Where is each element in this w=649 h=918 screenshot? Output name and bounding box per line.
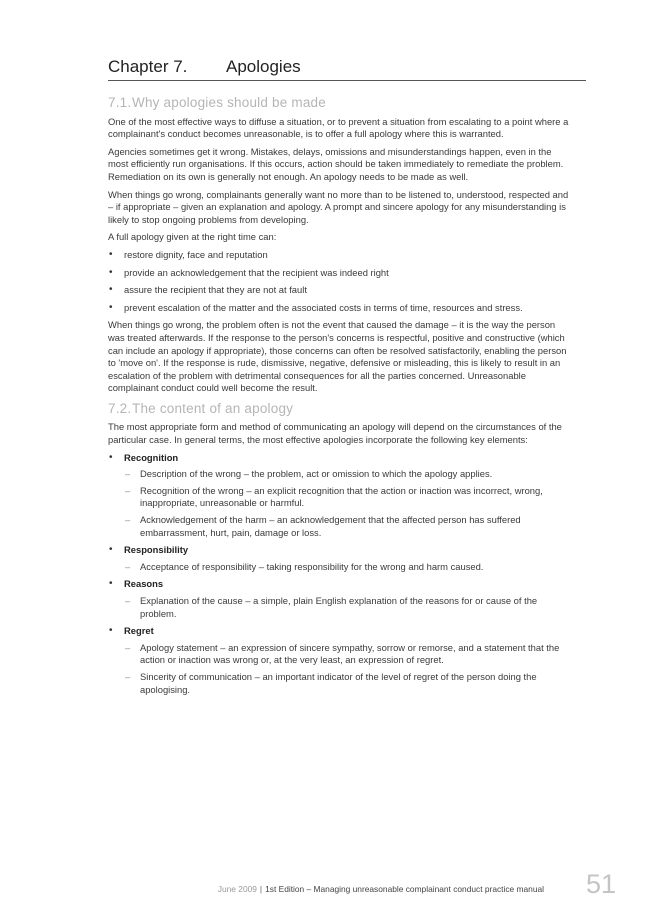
chapter-title: Apologies [226,57,301,76]
key-element-label: Reasons [124,578,164,590]
list-item: • prevent escalation of the matter and the associated costs in terms of time, resources and stress. [108,302,572,315]
footer-edition: 1st Edition [265,884,305,894]
key-element-label: Recognition [124,451,179,463]
chapter-heading [108,57,586,81]
sub-item: – Explanation of the cause – a simple, plain English explanation of the reasons for or cause of the problem. [124,595,572,620]
sub-item: – Description of the wrong – the problem, act or omission to which the apology applies. [124,468,572,481]
sub-list [124,642,572,696]
list-item: • assure the recipient that they are not at fault [108,284,572,297]
page-number: 51 [586,869,617,899]
section-number: 7.2. [108,400,132,416]
page-content [108,97,572,701]
paragraph: When things go wrong, complainants generally want no more than to be listened to, understood, respected and – if appropriate – given an explanation and apology. A prompt and sincere apology for any misunderstanding is likely to stop ongoing problems from developing. [108,188,569,225]
footer-date: June 2009 [217,884,257,894]
paragraph: One of the most effective ways to diffuse a situation, or to prevent a situation from escalating to a point where a complainant's conduct becomes unreasonable, is to offer a full apology where this is warranted. [108,115,569,140]
key-element [108,544,572,573]
sub-item: – Recognition of the wrong – an explicit recognition that the action or inaction was incorrect, wrong, inappropriate, unreasonable or harmful. [124,485,572,510]
key-element-label: Regret [124,625,154,637]
section-heading [108,400,572,416]
list-item: • provide an acknowledgement that the recipient was indeed right [108,267,572,280]
key-elements-list [108,452,572,697]
section-title: The content of an apology [132,400,294,416]
section-heading [108,97,572,110]
footer-title: – Managing unreasonable complainant conduct practice manual [306,884,544,894]
section-number: 7.1. [108,95,132,110]
key-element-label: Responsibility [124,544,189,556]
section-title: Why apologies should be made [132,95,326,110]
sub-item: – Sincerity of communication – an important indicator of the level of regret of the person doing the apologising. [124,671,572,696]
sub-item: – Acknowledgement of the harm – an acknowledgement that the affected person has suffered embarrassment, hurt, pain, damage or loss. [124,514,572,539]
footer-separator: | [259,884,263,894]
benefits-list [108,249,572,314]
key-element [108,625,572,696]
page-footer [108,884,544,894]
paragraph: The most appropriate form and method of communicating an apology will depend on the circumstances of the particular case. In general terms, the most effective apologies incorporate the following key elements: [108,421,562,446]
paragraph: Agencies sometimes get it wrong. Mistakes, delays, omissions and misunderstandings happen, even in the most efficiently run organisations. If this occurs, action should be taken immediately to remediate the problem. Remediation on its own is generally not enough. An apology needs to be made as well. [108,145,564,182]
sub-item: – Apology statement – an expression of sincere sympathy, sorrow or remorse, and a statement that the action or inaction was wrong or, at the very least, an expression of regret. [124,642,572,667]
sub-item: – Acceptance of responsibility – taking responsibility for the wrong and harm caused. [124,561,572,574]
chapter-number: Chapter 7. [108,57,188,76]
paragraph: A full apology given at the right time can: [108,231,277,243]
sub-list [124,468,572,539]
sub-list [124,561,572,574]
sub-list [124,595,572,620]
key-element [108,452,572,540]
list-item: • restore dignity, face and reputation [108,249,572,262]
paragraph: When things go wrong, the problem often is not the event that caused the damage – it is the way the person was treated afterwards. If the response to the person's concerns is respectful, positive and constructive (which can include an apology if appropriate), those concerns can often be resolved satisfactorily, enabling the person to 'move on'. If the response is rude, dismissive, negative, defensive or misleading, this is likely to result in an escalation of the problem with detrimental consequences for all the parties concerned. Unreasonable complainant conduct could well become the result. [108,319,567,394]
key-element [108,578,572,620]
